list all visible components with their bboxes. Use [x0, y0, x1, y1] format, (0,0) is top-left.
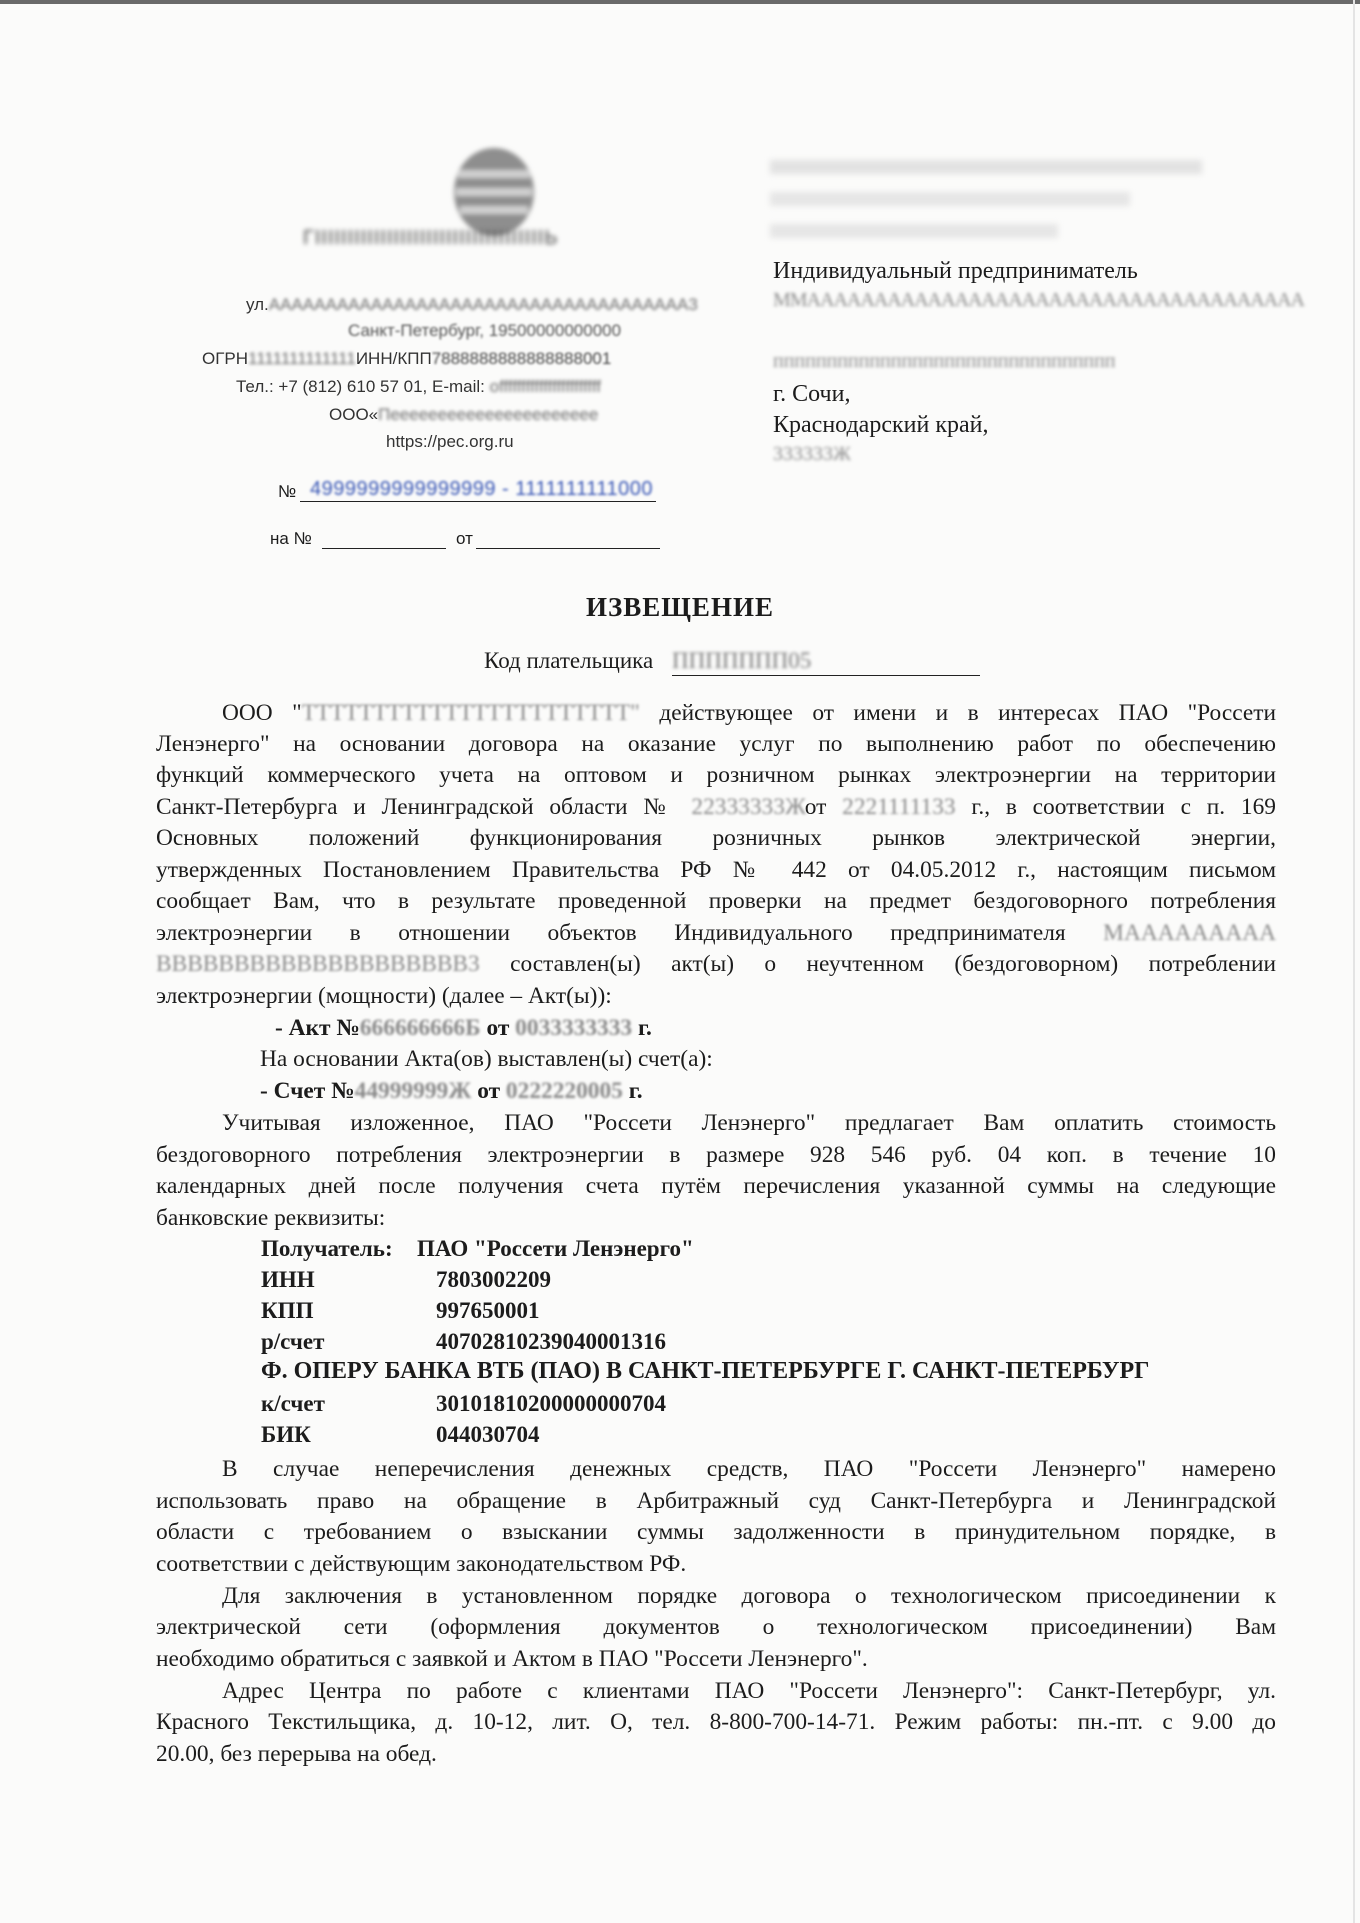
req-corr-label: к/счет: [261, 1391, 325, 1416]
city-line: Санкт-Петербург, 19500000000000: [348, 321, 622, 340]
sender-org-name: ГIIIIIIIIIIIIIIIIIIIIIIIIIIIIIIIIIIIЬ: [303, 227, 559, 249]
masked-act-number: 666666666Б: [359, 1015, 481, 1041]
ref-date-line: [476, 548, 660, 549]
reference-row: [270, 525, 660, 551]
req-kpp-label: КПП: [261, 1298, 314, 1323]
bleed-through-text: [770, 150, 1250, 270]
body-line: Для заключения в установленном порядке договора о технологическом присоединении к: [222, 1583, 1276, 1609]
sender-city: [348, 321, 621, 341]
body-line: Красного Текстильщика, д. 10-12, лит. О, тел. 8-800-700-14-71. Режим работы: пн.-пт. с 9.00 до: [156, 1709, 1276, 1735]
req-bik-label: БИК: [261, 1422, 311, 1447]
masked-invoice-number: 44999999Ж: [354, 1078, 472, 1104]
inn-kpp-masked: 7888888888888888001: [431, 349, 612, 368]
phone-line: Тел.: +7 (812) 610 57 01, E-mail:: [236, 377, 490, 396]
text-fragment: г.: [632, 1015, 652, 1041]
text-fragment: - Счет №: [260, 1078, 355, 1104]
masked-contract-number: 22333333Ж: [691, 794, 805, 820]
body-line: [156, 949, 1276, 980]
masked-invoice-date: 0222220005: [505, 1078, 623, 1104]
recipient-city: г. Сочи,: [773, 381, 851, 407]
company-masked: Пееееееееееееееееееееее: [378, 405, 599, 424]
act-line: [275, 1013, 1360, 1044]
payer-code-value: ППППППП05: [672, 648, 812, 673]
ref-ot-label: от: [456, 529, 473, 548]
masked-act-date: 0033333333: [515, 1015, 633, 1041]
text-fragment: г., в соответствии с п. 169: [955, 794, 1276, 820]
sender-website: https://pec.org.ru: [386, 432, 514, 451]
invoice-line: [260, 1076, 1360, 1107]
body-line: Основных положений функционирования розничных рынков электрической энергии,: [156, 825, 1276, 851]
company-logo-icon: [448, 140, 540, 240]
payer-code-label: Код плательщика: [484, 648, 654, 673]
sender-company: [329, 405, 598, 425]
sender-ogrn-inn: [202, 349, 611, 369]
body-line: утвержденных Постановлением Правительства РФ № 442 от 04.05.2012 г., настоящим письмом: [156, 857, 1276, 883]
ref-na-label: на №: [270, 529, 312, 548]
text-fragment: г.: [622, 1078, 643, 1104]
company-prefix: ООО«: [329, 405, 379, 424]
req-account-value: 40702810239040001316: [436, 1329, 666, 1354]
req-recipient-value: ПАО "Россети Ленэнерго": [417, 1236, 694, 1261]
req-recipient-label: Получатель:: [261, 1236, 393, 1261]
body-line: банковские реквизиты:: [156, 1205, 386, 1231]
masked-contract-date: 2221111133: [842, 794, 956, 820]
inn-kpp-prefix: ИНН/КПП: [355, 349, 432, 368]
address-prefix: ул.: [246, 295, 269, 314]
body-line: В случае неперечисления денежных средств, ПАО "Россети Ленэнерго" намерено: [222, 1456, 1276, 1482]
body-line: необходимо обратиться с заявкой и Актом в ПАО "Россети Ленэнерго".: [156, 1646, 868, 1672]
body-line: соответствии с действующим законодательством РФ.: [156, 1551, 687, 1577]
masked-entrepreneur-name: ВВВВВВВВВВВВВВВВВВВВ3: [156, 951, 480, 977]
body-line: Учитывая изложенное, ПАО "Россети Ленэнерго" предлагает Вам оплатить стоимость: [222, 1110, 1276, 1136]
req-inn-label: ИНН: [261, 1267, 315, 1292]
email-masked: offfffffffffffffffffffff: [489, 377, 601, 396]
number-stamp: 4999999999999999 - 1111111111000: [310, 478, 653, 500]
recipient-title: Индивидуальный предприниматель: [773, 258, 1138, 284]
body-line: [156, 918, 1276, 949]
ogrn-masked: 1111111111111: [248, 349, 356, 368]
text-fragment: Санкт-Петербурга и Ленинградской области №: [156, 794, 692, 820]
text-fragment: - Акт №: [275, 1015, 360, 1041]
req-inn-value: 7803002209: [436, 1267, 551, 1292]
recipient-street: пппппппппппппппппппппппппппппппп: [773, 350, 1116, 372]
req-account-label: р/счет: [261, 1329, 325, 1354]
scan-top-edge: [0, 0, 1360, 4]
body-line: [156, 698, 1276, 729]
body-line: Адрес Центра по работе с клиентами ПАО "Россети Ленэнерго": Санкт-Петербург, ул.: [222, 1678, 1276, 1704]
body-line: бездоговорного потребления электроэнергии в размере 928 546 руб. 04 коп. в течение 10: [156, 1142, 1276, 1168]
text-fragment: электроэнергии в отношении объектов Индивидуального предпринимателя: [156, 920, 1104, 946]
body-line: области с требованием о взыскании суммы задолженности в принудительном порядке, в: [156, 1519, 1276, 1545]
scan-right-edge: [1353, 0, 1355, 1923]
body-line: электроэнергии (мощности) (далее – Акт(ы)):: [156, 983, 612, 1009]
body-line: [156, 792, 1276, 823]
recipient-region: Краснодарский край,: [773, 412, 989, 438]
sender-address: [246, 295, 698, 315]
text-fragment: составлен(ы) акт(ы) о неучтенном (бездоговорном) потреблении: [479, 951, 1276, 977]
body-line: использовать право на обращение в Арбитражный суд Санкт-Петербурга и Ленинградской: [156, 1488, 1276, 1514]
req-bik-value: 044030704: [436, 1422, 540, 1447]
invoice-intro: На основании Акта(ов) выставлен(ы) счет(а):: [260, 1046, 713, 1072]
body-line: электрической сети (оформления документов о технологическом присоединении) Вам: [156, 1614, 1276, 1640]
body-line: календарных дней после получения счета путём перечисления указанной суммы на следующие: [156, 1173, 1276, 1199]
recipient-name: ММААААААААААААААААААААААААААААААААААААА: [773, 289, 1304, 311]
address-masked: AAAAAAAAAAAAAAAAAAAAAAAAAAAAAAAAAAAAA3: [268, 295, 698, 314]
number-underline: [300, 501, 656, 502]
masked-company: ТТТТТТТТТТТТТТТТТТТТТТТ": [301, 700, 640, 726]
body-line: 20.00, без перерыва на обед.: [156, 1741, 437, 1767]
payer-code-row: [484, 648, 980, 678]
ogrn-prefix: ОГРН: [202, 349, 249, 368]
document-title: ИЗВЕЩЕНИЕ: [586, 592, 774, 622]
masked-entrepreneur-name: МААААААААА: [1103, 920, 1276, 946]
number-label: №: [278, 482, 297, 501]
body-line: сообщает Вам, что в результате проведенной проверки на предмет бездоговорного потребления: [156, 888, 1276, 914]
text-fragment: от: [804, 794, 843, 820]
req-kpp-value: 997650001: [436, 1298, 540, 1323]
recipient-zip: 333333Ж: [773, 443, 851, 465]
outgoing-number: [278, 474, 656, 504]
body-line: функций коммерческого учета на оптовом и розничном рынках электроэнергии на территории: [156, 762, 1276, 788]
body-line: Ленэнерго" на основании договора на оказание услуг по выполнению работ по обеспечению: [156, 731, 1276, 757]
text-fragment: от: [480, 1015, 516, 1041]
sender-contacts: [236, 377, 601, 397]
req-corr-value: 30101810200000000704: [436, 1391, 666, 1416]
text-fragment: ООО ": [222, 700, 302, 726]
text-fragment: от: [471, 1078, 506, 1104]
req-bank-name: Ф. ОПЕРУ БАНКА ВТБ (ПАО) В САНКТ-ПЕТЕРБУРГЕ Г. САНКТ-ПЕТЕРБУРГ: [261, 1358, 1150, 1384]
ref-number-line: [322, 548, 446, 549]
payer-code-underline: [672, 675, 980, 676]
text-fragment: действующее от имени и в интересах ПАО "Россети: [639, 700, 1276, 726]
